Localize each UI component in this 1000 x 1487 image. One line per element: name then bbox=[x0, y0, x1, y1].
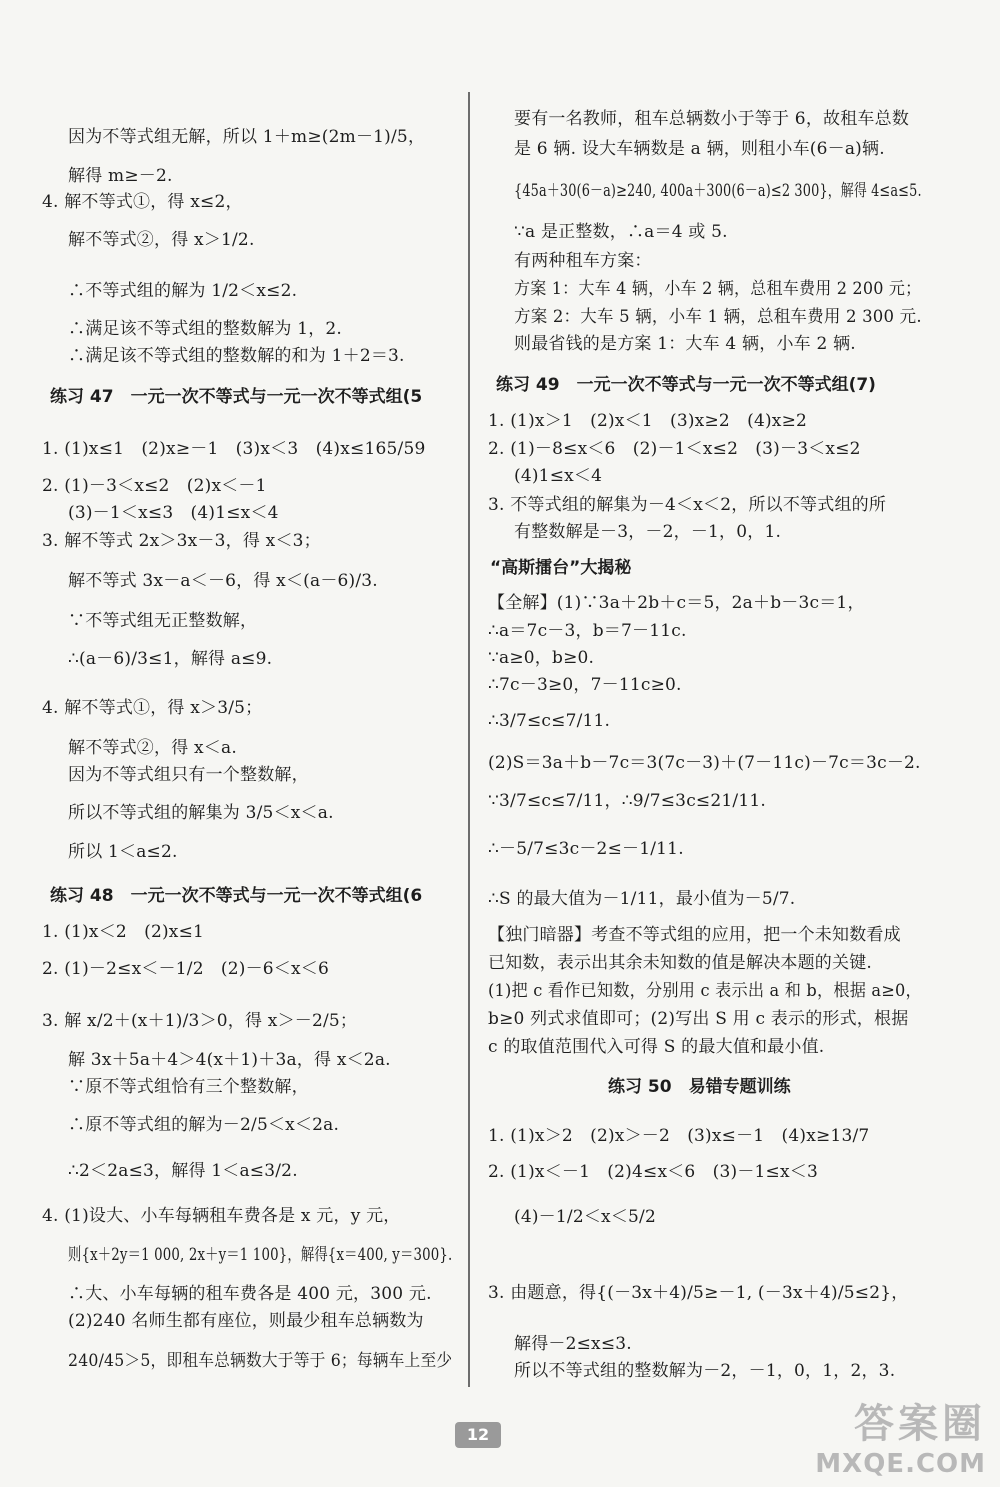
text-line: ∴2＜2a≤3，解得 1＜a≤3/2. bbox=[68, 1161, 298, 1181]
text-line: 则{x＋2y＝1 000, 2x＋y＝1 100}，解得{x＝400, y＝300}. bbox=[68, 1245, 453, 1265]
text-line: 要有一名教师，租车总辆数小于等于 6，故租车总数 bbox=[514, 109, 910, 129]
text-line: 1. (1)x＞2 (2)x＞－2 (3)x≤－1 (4)x≥13/7 bbox=[488, 1126, 870, 1146]
text-line: ∴满足该不等式组的整数解的和为 1＋2＝3. bbox=[68, 346, 405, 366]
watermark-logo bbox=[815, 1392, 986, 1479]
text-line: ∵a≥0，b≥0. bbox=[488, 648, 595, 668]
section-title: 练习 50 易错专题训练 bbox=[608, 1077, 791, 1097]
text-line: ∴3/7≤c≤7/11. bbox=[488, 711, 611, 731]
text-line: ∴(a－6)/3≤1，解得 a≤9. bbox=[68, 649, 273, 669]
text-line: 解得 m≥－2. bbox=[68, 166, 173, 186]
text-line: 有整数解是－3，－2，－1，0，1. bbox=[514, 522, 782, 542]
text-line: 3. 解 x/2＋(x＋1)/3＞0，得 x＞－2/5； bbox=[42, 1011, 358, 1031]
text-line: 2. (1)x＜－1 (2)4≤x＜6 (3)－1≤x＜3 bbox=[488, 1162, 818, 1182]
text-line: 因为不等式组只有一个整数解， bbox=[68, 765, 309, 785]
text-line: 1. (1)x＞1 (2)x＜1 (3)x≥2 (4)x≥2 bbox=[488, 411, 808, 431]
text-line: 4. 解不等式①，得 x≤2， bbox=[42, 192, 243, 212]
text-line: 【全解】(1)∵3a＋2b＋c＝5，2a＋b－3c＝1， bbox=[488, 593, 865, 613]
text-line: 解得－2≤x≤3. bbox=[514, 1334, 632, 1354]
text-line: 3. 不等式组的解集为－4＜x＜2，所以不等式组的所 bbox=[488, 495, 887, 515]
text-line: (4)－1/2＜x＜5/2 bbox=[514, 1207, 656, 1227]
text-line: ∴满足该不等式组的整数解为 1，2. bbox=[68, 319, 343, 339]
section-title: 练习 49 一元一次不等式与一元一次不等式组(7) bbox=[496, 375, 876, 395]
text-line: (3)－1＜x≤3 (4)1≤x＜4 bbox=[68, 503, 279, 523]
section-title: 练习 47 一元一次不等式与一元一次不等式组(5 bbox=[50, 387, 423, 407]
text-line: 4. (1)设大、小车每辆租车费各是 x 元，y 元， bbox=[42, 1206, 401, 1226]
text-line: 3. 由题意，得{(－3x＋4)/5≥－1, (－3x＋4)/5≤2}， bbox=[488, 1283, 909, 1303]
text-line: (2)S＝3a＋b－7c＝3(7c－3)＋(7－11c)－7c＝3c－2. bbox=[488, 753, 921, 773]
text-line: 有两种租车方案： bbox=[514, 251, 652, 271]
text-line: (1)把 c 看作已知数，分别用 c 表示出 a 和 b，根据 a≥0， bbox=[488, 981, 922, 1001]
text-line: ∴a＝7c－3，b＝7－11c. bbox=[488, 621, 687, 641]
text-line: 2. (1)－2≤x＜－1/2 (2)－6＜x＜6 bbox=[42, 959, 330, 979]
text-line: 是 6 辆. 设大车辆数是 a 辆，则租小车(6－a)辆. bbox=[514, 139, 885, 159]
text-line: 2. (1)－8≤x＜6 (2)－1＜x≤2 (3)－3＜x≤2 bbox=[488, 439, 861, 459]
text-line: 解 3x＋5a＋4＞4(x＋1)＋3a，得 x＜2a. bbox=[68, 1050, 391, 1070]
text-line: 2. (1)－3＜x≤2 (2)x＜－1 bbox=[42, 476, 267, 496]
column-divider bbox=[468, 92, 470, 1387]
text-line: {45a＋30(6－a)≥240, 400a＋300(6－a)≤2 300}，解得 4≤a≤5. bbox=[514, 181, 922, 201]
text-line: ∵3/7≤c≤7/11，∴9/7≤3c≤21/11. bbox=[488, 791, 766, 811]
text-line: 3. 解不等式 2x＞3x－3，得 x＜3； bbox=[42, 531, 321, 551]
text-line: 则最省钱的是方案 1：大车 4 辆，小车 2 辆. bbox=[514, 334, 856, 354]
text-line: 解不等式 3x－a＜－6，得 x＜(a－6)/3. bbox=[68, 571, 378, 591]
text-line: 解不等式②，得 x＜a. bbox=[68, 738, 237, 758]
text-line: ∵不等式组无正整数解， bbox=[68, 611, 258, 631]
text-line: (2)240 名师生都有座位，则最少租车总辆数为 bbox=[68, 1311, 424, 1331]
text-line: 解不等式②，得 x＞1/2. bbox=[68, 230, 255, 250]
text-line: ∴原不等式组的解为－2/5＜x＜2a. bbox=[68, 1115, 340, 1135]
text-line: 所以不等式组的整数解为－2，－1，0，1，2，3. bbox=[514, 1361, 896, 1381]
text-line: 1. (1)x≤1 (2)x≥－1 (3)x＜3 (4)x≤165/59 bbox=[42, 439, 426, 459]
text-line: (4)1≤x＜4 bbox=[514, 466, 603, 486]
section-title: 练习 48 一元一次不等式与一元一次不等式组(6 bbox=[50, 886, 423, 906]
text-line: 因为不等式组无解，所以 1＋m≥(2m－1)/5， bbox=[68, 127, 426, 147]
text-line: 方案 1：大车 4 辆，小车 2 辆，总租车费用 2 200 元； bbox=[514, 279, 922, 299]
text-line: ∵原不等式组恰有三个整数解， bbox=[68, 1077, 309, 1097]
text-line: 【独门暗器】考查不等式组的应用，把一个未知数看成 bbox=[488, 925, 901, 945]
page-number: 12 bbox=[455, 1422, 501, 1448]
text-line: ∴－5/7≤3c－2≤－1/11. bbox=[488, 839, 684, 859]
text-line: ∵a 是正整数，∴a＝4 或 5. bbox=[514, 222, 728, 242]
text-line: ∴S 的最大值为－1/11，最小值为－5/7. bbox=[488, 889, 796, 909]
text-line: 方案 2：大车 5 辆，小车 1 辆，总租车费用 2 300 元. bbox=[514, 307, 922, 327]
text-line: 4. 解不等式①，得 x＞3/5； bbox=[42, 698, 263, 718]
text-line: 1. (1)x＜2 (2)x≤1 bbox=[42, 922, 205, 942]
gauss-section-title: “高斯擂台”大揭秘 bbox=[490, 558, 632, 578]
text-line: ∴7c－3≥0，7－11c≥0. bbox=[488, 675, 682, 695]
watermark-url: MXQE.COM bbox=[815, 1449, 986, 1479]
text-line: 已知数，表示出其余未知数的值是解决本题的关键. bbox=[488, 953, 873, 973]
watermark-text: 答案圈 bbox=[854, 1401, 986, 1447]
text-line: c 的取值范围代入可得 S 的最大值和最小值. bbox=[488, 1037, 825, 1057]
text-line: ∴不等式组的解为 1/2＜x≤2. bbox=[68, 281, 298, 301]
text-line: 所以不等式组的解集为 3/5＜x＜a. bbox=[68, 803, 334, 823]
text-line: 240/45＞5，即租车总辆数大于等于 6；每辆车上至少 bbox=[68, 1351, 453, 1371]
text-line: 所以 1＜a≤2. bbox=[68, 842, 178, 862]
text-line: ∴大、小车每辆的租车费各是 400 元，300 元. bbox=[68, 1284, 432, 1304]
text-line: b≥0 列式求值即可；(2)写出 S 用 c 表示的形式，根据 bbox=[488, 1009, 909, 1029]
